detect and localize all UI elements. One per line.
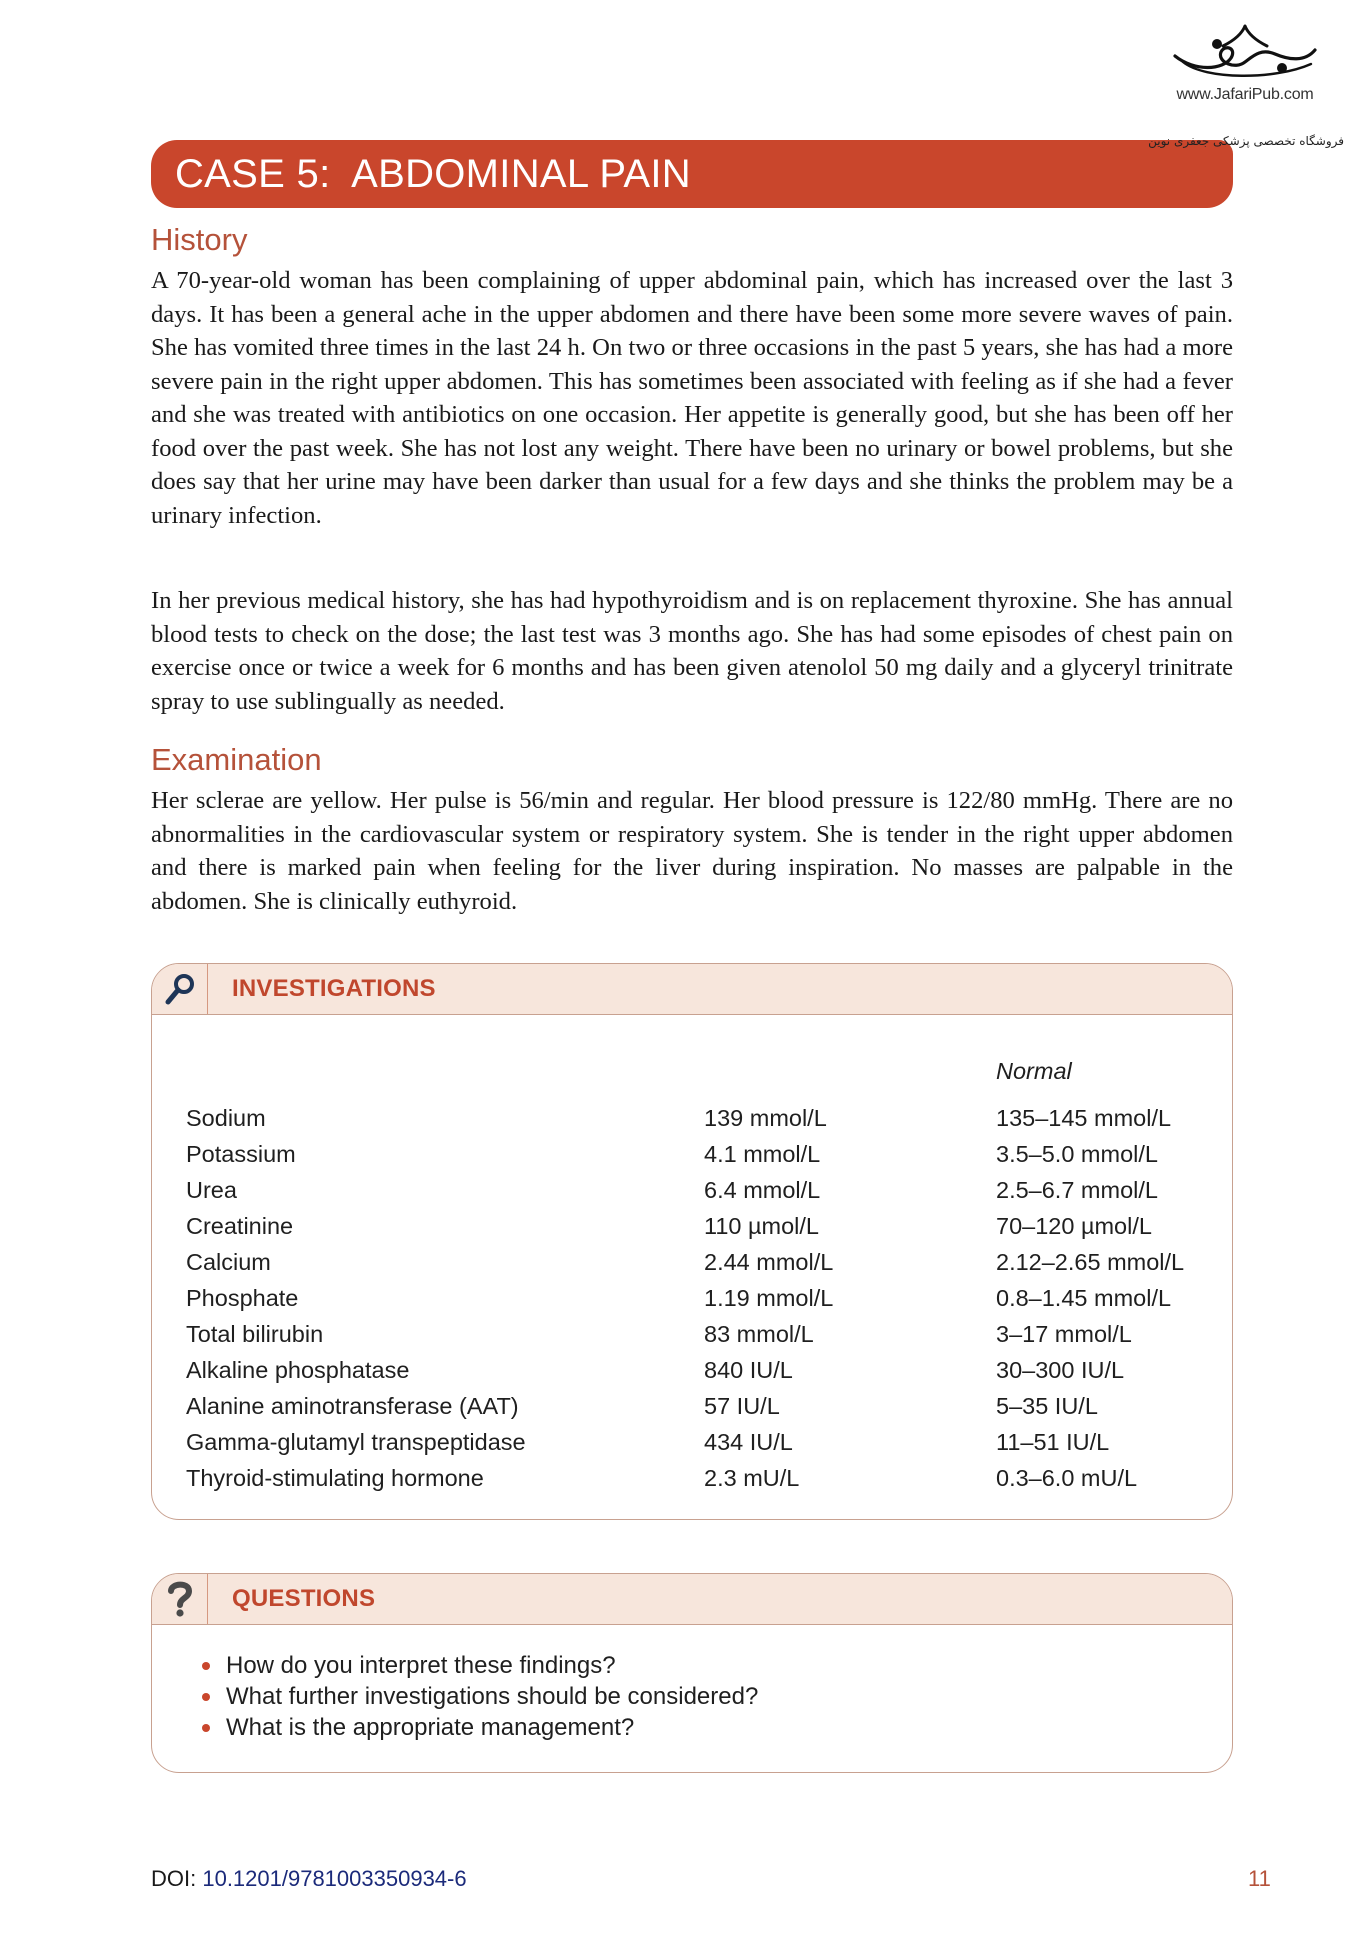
normal-range: 0.8–1.45 mmol/L — [996, 1284, 1172, 1311]
table-row — [186, 1100, 1206, 1136]
question-text: What further investigations should be considered? — [226, 1683, 759, 1710]
test-value: 83 mmol/L — [704, 1320, 814, 1347]
normal-range: 0.3–6.0 mU/L — [996, 1464, 1138, 1491]
test-name: Phosphate — [186, 1284, 299, 1311]
logo-url-text: www.JafariPub.com — [1176, 86, 1314, 103]
bullet-icon — [202, 1693, 210, 1701]
table-row — [186, 1460, 1206, 1496]
test-value: 434 IU/L — [704, 1428, 793, 1455]
test-value: 1.19 mmol/L — [704, 1284, 834, 1311]
investigations-header — [152, 964, 1232, 1015]
test-value: 840 IU/L — [704, 1356, 793, 1383]
bullet-icon — [202, 1724, 210, 1732]
questions-header — [152, 1574, 1232, 1625]
questions-box — [151, 1573, 1233, 1773]
test-name: Creatinine — [186, 1212, 294, 1239]
test-value: 110 µmol/L — [704, 1212, 819, 1239]
test-value: 139 mmol/L — [704, 1104, 827, 1131]
table-row — [186, 1388, 1206, 1424]
table-row — [186, 1172, 1206, 1208]
logo-tagline: فروشگاه تخصصی پزشکی جعفری نوین — [1148, 134, 1344, 148]
page-number: 11 — [1248, 1866, 1271, 1891]
table-row — [186, 1280, 1206, 1316]
question-text: How do you interpret these findings? — [226, 1652, 616, 1679]
test-name: Calcium — [186, 1248, 271, 1275]
investigations-title: INVESTIGATIONS — [232, 975, 436, 1002]
questions-list — [202, 1650, 758, 1743]
examination-heading: Examination — [151, 742, 322, 777]
table-row — [186, 1136, 1206, 1172]
normal-range: 11–51 IU/L — [996, 1428, 1110, 1455]
case-title: CASE 5: ABDOMINAL PAIN — [175, 151, 691, 196]
normal-column-header: Normal — [996, 1057, 1072, 1084]
normal-range: 2.5–6.7 mmol/L — [996, 1176, 1158, 1203]
test-name: Alanine aminotransferase (AAT) — [186, 1392, 519, 1419]
table-row — [186, 1208, 1206, 1244]
history-paragraph-1: A 70-year-old woman has been complaining of upper abdominal pain, which has increased over the last 3 days. It has been a general ache in the upper abdomen and there have been some more severe waves of pain. She has vomited three times in the last 24 h. On two or three occasions in the past 5 years, she has had a more severe pain in the right upper abdomen. This has sometimes been associated with feeling as if she had a fever and she was treated with antibiotics on one occasion. Her appetite is generally good, but she has been off her food over the past week. She has not lost any weight. There have been no urinary or bowel problems, but she does say that her urine may have been darker than usual for a few days and she thinks the problem may be a urinary infection. — [151, 267, 1233, 529]
table-row — [186, 1316, 1206, 1352]
test-name: Gamma-glutamyl transpeptidase — [186, 1428, 526, 1455]
normal-range: 5–35 IU/L — [996, 1392, 1098, 1419]
case-title-bar — [151, 140, 1233, 208]
history-paragraph-2: In her previous medical history, she has had hypothyroidism and is on replacement thyroxine. She has annual blood tests to check on the dose; the last test was 3 months ago. She has had some episodes of chest pain on exercise once or twice a week for 6 months and has been given atenolol 50 mg daily and a glyceryl trinitrate spray to use sublingually as needed. — [151, 587, 1233, 715]
normal-range: 70–120 µmol/L — [996, 1212, 1152, 1239]
list-item — [202, 1650, 758, 1681]
test-name: Urea — [186, 1176, 237, 1203]
test-name: Thyroid-stimulating hormone — [186, 1464, 484, 1491]
investigations-table — [186, 1052, 1206, 1496]
questions-title: QUESTIONS — [232, 1585, 376, 1612]
test-name: Potassium — [186, 1140, 296, 1167]
footer-doi — [151, 1866, 467, 1892]
question-text: What is the appropriate management? — [226, 1714, 635, 1741]
bullet-icon — [202, 1662, 210, 1670]
magnifier-icon — [152, 964, 208, 1014]
test-value: 6.4 mmol/L — [704, 1176, 821, 1203]
normal-range: 3–17 mmol/L — [996, 1320, 1132, 1347]
normal-range: 30–300 IU/L — [996, 1356, 1125, 1383]
doi-link[interactable]: 10.1201/9781003350934-6 — [202, 1866, 467, 1891]
test-value: 4.1 mmol/L — [704, 1140, 821, 1167]
table-row — [186, 1352, 1206, 1388]
list-item — [202, 1712, 758, 1743]
test-value: 57 IU/L — [704, 1392, 780, 1419]
calligraphy-logo-icon — [1165, 22, 1325, 84]
normal-range: 135–145 mmol/L — [996, 1104, 1172, 1131]
investigations-box — [151, 963, 1233, 1520]
examination-paragraph: Her sclerae are yellow. Her pulse is 56/min and regular. Her blood pressure is 122/80 mmHg. There are no abnormalities in the cardiovascular system or respiratory system. She is tender in the right upper abdomen and there is marked pain when feeling for the liver during inspiration. No masses are palpable in the abdomen. She is clinically euthyroid. — [151, 787, 1233, 915]
question-mark-icon — [152, 1574, 208, 1624]
test-column-header — [186, 1052, 704, 1090]
table-row — [186, 1424, 1206, 1460]
test-value: 2.44 mmol/L — [704, 1248, 834, 1275]
test-name: Total bilirubin — [186, 1320, 324, 1347]
test-name: Sodium — [186, 1104, 266, 1131]
doi-label: DOI: — [151, 1866, 203, 1891]
list-item — [202, 1681, 758, 1712]
table-row — [186, 1244, 1206, 1280]
normal-range: 3.5–5.0 mmol/L — [996, 1140, 1158, 1167]
test-value: 2.3 mU/L — [704, 1464, 800, 1491]
publisher-logo — [1150, 22, 1340, 104]
history-heading: History — [151, 222, 248, 257]
value-column-header — [704, 1052, 996, 1090]
normal-range: 2.12–2.65 mmol/L — [996, 1248, 1185, 1275]
test-name: Alkaline phosphatase — [186, 1356, 410, 1383]
